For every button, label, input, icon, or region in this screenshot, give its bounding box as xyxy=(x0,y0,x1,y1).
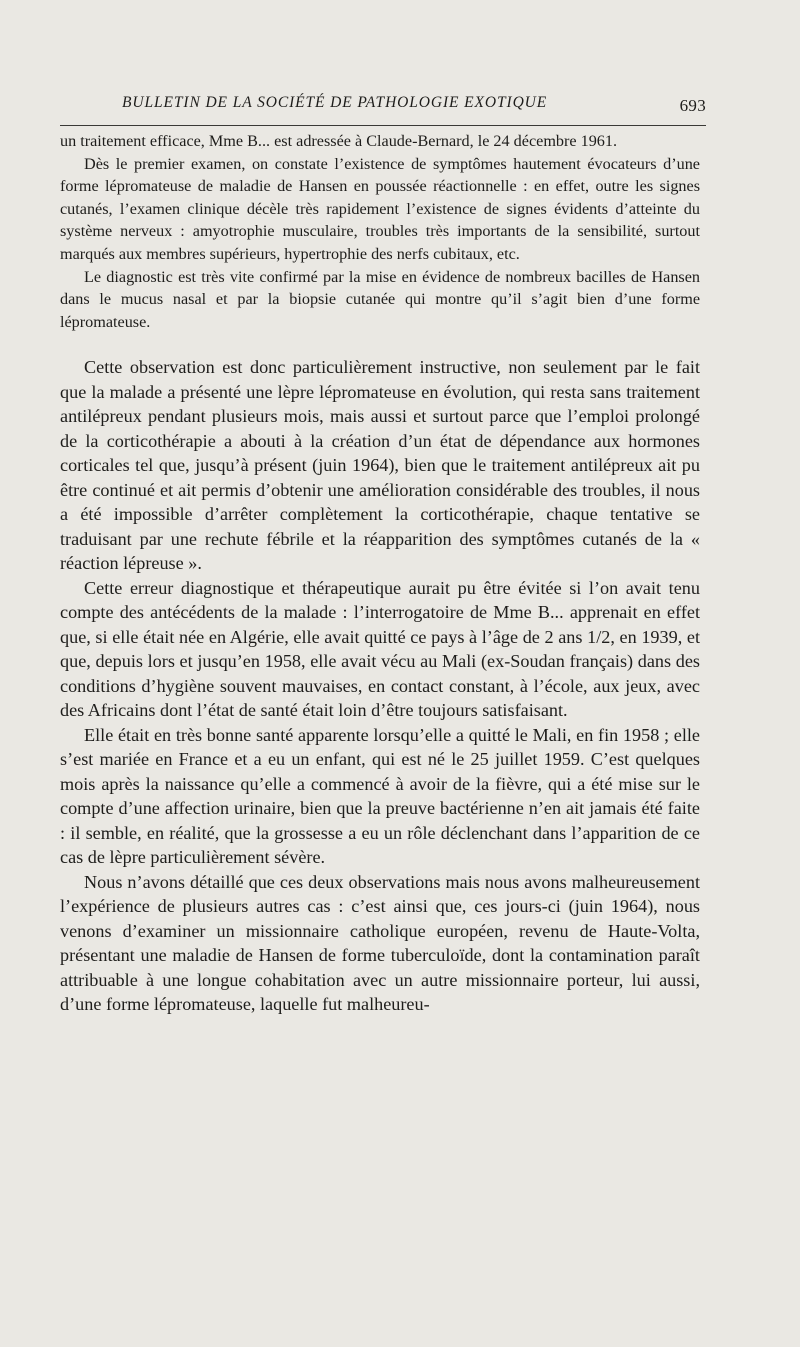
paragraph-7: Nous n’avons détaillé que ces deux observations mais nous avons malheureusement l’expérience de plusieurs autres cas : c’est ainsi que, ces jours-ci (juin 1964), nous venons d’examiner un missionnaire catholique européen, revenu de Haute-Volta, présentant une maladie de Hansen de forme tuberculoïde, dont la contamination paraît attribuable à une longue cohabitation avec un autre missionnaire porteur, lui aussi, d’une forme lépromateuse, laquelle fut malheureu- xyxy=(60,871,700,1015)
paragraph-4: Cette observation est donc particulièrement instructive, non seulement par le fait que la malade a présenté une lèpre lépromateuse en évolution, qui resta sans traitement antilépreux pendant plusieurs mois, mais aussi et surtout parce que l’emploi prolongé de la corticothérapie a abouti à la création d’un état de dépendance aux hormones corticales tel que, jusqu’à présent (juin 1964), bien que le traitement antilépreux ait pu être continué et ait permis d’obtenir une amélioration considérable des troubles, il nous a été impossible d’arrêter complètement la corticothérapie, chaque tentative se traduisant par une rechute fébrile et la réapparition des symptômes cutanés de la « réaction lépreuse ». xyxy=(60,357,700,574)
header-rule xyxy=(60,125,706,126)
paragraph-6: Elle était en très bonne santé apparente lorsqu’elle a quitté le Mali, en fin 1958 ; elle s’est mariée en France et a eu un enfant, qui est né le 25 juillet 1959. C’est quelques mois après la naissance qu’elle a commencé à avoir de la fièvre, qui a été mise sur le compte d’une affection urinaire, bien que la preuve bactérienne n’en ait jamais été faite : il semble, en réalité, que la grossesse a eu un rôle déclenchant dans l’apparition de ce cas de lèpre particulièrement sévère. xyxy=(60,724,700,868)
body-text xyxy=(60,130,700,1017)
paragraph-1: un traitement efficace, Mme B... est adressée à Claude-Bernard, le 24 décembre 1961. xyxy=(60,132,618,150)
paragraph-2: Dès le premier examen, on constate l’existence de symptômes hautement évocateurs d’une forme lépromateuse de maladie de Hansen en poussée réactionnelle : en effet, outre les signes cutanés, l’examen clinique décèle très rapidement l’existence de signes évidents d’atteinte du système nerveux : amyotrophie musculaire, troubles très importants de la sensibilité, surtout marqués aux membres supérieurs, hypertrophie des nerfs cubitaux, etc. xyxy=(60,154,700,263)
running-title: BULLETIN DE LA SOCIÉTÉ DE PATHOLOGIE EXOTIQUE xyxy=(122,94,548,111)
page-number: 693 xyxy=(679,96,706,115)
page-header xyxy=(92,94,706,118)
paragraph-3: Le diagnostic est très vite confirmé par la mise en évidence de nombreux bacilles de Hansen dans le mucus nasal et par la biopsie cutanée qui montre qu’il s’agit bien d’une forme lépromateuse. xyxy=(60,267,700,331)
paragraph-5: Cette erreur diagnostique et thérapeutique aurait pu être évitée si l’on avait tenu compte des antécédents de la malade : l’interrogatoire de Mme B... apprenait en effet que, si elle était née en Algérie, elle avait quitté ce pays à l’âge de 2 ans 1/2, en 1939, et que, depuis lors et jusqu’en 1958, elle avait vécu au Mali (ex-Soudan français) dans des conditions d’hygiène souvent mauvaises, en contact constant, à l’école, aux jeux, avec des Africains dont l’état de santé était loin d’être toujours satisfaisant. xyxy=(60,577,700,721)
